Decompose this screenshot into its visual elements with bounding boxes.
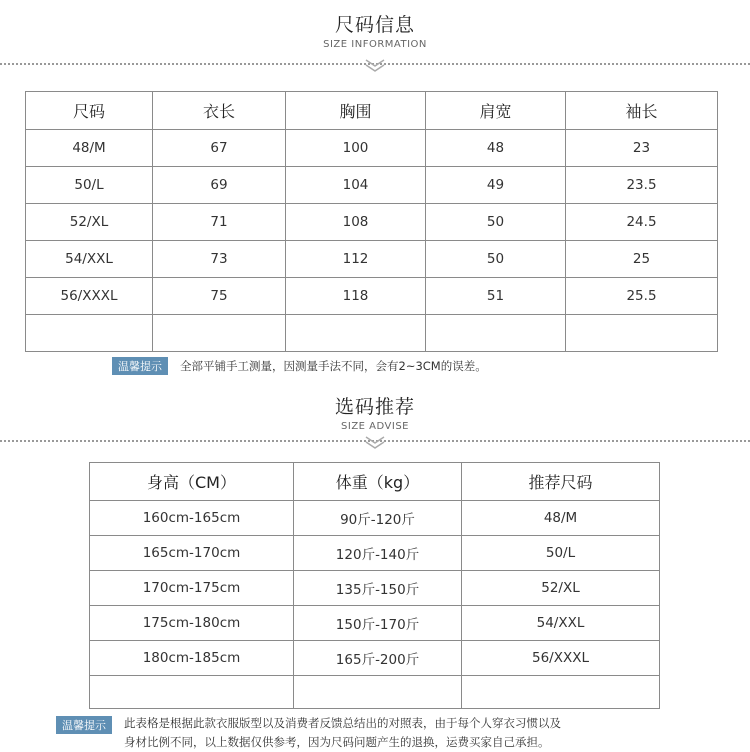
table-cell: 75 (153, 278, 286, 315)
table-row (90, 571, 660, 606)
table-cell: 71 (153, 204, 286, 241)
table-cell: 112 (286, 241, 426, 278)
table-row (26, 204, 718, 241)
column-header: 体重（kg） (294, 463, 462, 501)
table-row-empty (26, 315, 718, 352)
table-cell: 56/XXXL (26, 278, 153, 315)
table-cell (462, 676, 660, 709)
table-cell: 104 (286, 167, 426, 204)
table-cell: 23 (566, 130, 718, 167)
column-header: 袖长 (566, 92, 718, 130)
size-advise-tip (56, 714, 561, 752)
column-header: 肩宽 (426, 92, 566, 130)
table-cell: 150斤-170斤 (294, 606, 462, 641)
table-cell: 50/L (462, 536, 660, 571)
table-cell: 73 (153, 241, 286, 278)
column-header: 衣长 (153, 92, 286, 130)
table-row (90, 606, 660, 641)
table-cell: 23.5 (566, 167, 718, 204)
table-cell: 160cm-165cm (90, 501, 294, 536)
size-info-title: 尺码信息 (334, 14, 415, 36)
table-cell: 24.5 (566, 204, 718, 241)
size-info-table (25, 91, 718, 352)
table-cell: 67 (153, 130, 286, 167)
table-cell (26, 315, 153, 352)
table-header-row (90, 463, 660, 501)
table-row (26, 130, 718, 167)
table-header-row (26, 92, 718, 130)
table-cell: 69 (153, 167, 286, 204)
table-cell: 175cm-180cm (90, 606, 294, 641)
table-cell: 90斤-120斤 (294, 501, 462, 536)
size-info-tip (112, 357, 487, 375)
table-cell: 56/XXXL (462, 641, 660, 676)
table-cell: 135斤-150斤 (294, 571, 462, 606)
size-advise-table (89, 462, 660, 709)
table-cell (294, 676, 462, 709)
tip-text-line: 此表格是根据此款衣服版型以及消费者反馈总结出的对照表，由于每个人穿衣习惯以及 (124, 716, 561, 730)
table-row (26, 167, 718, 204)
size-advise-title: 选码推荐 (334, 396, 415, 418)
table-row-empty (90, 676, 660, 709)
table-cell: 118 (286, 278, 426, 315)
table-cell: 25 (566, 241, 718, 278)
column-header: 推荐尺码 (462, 463, 660, 501)
table-cell: 54/XXL (26, 241, 153, 278)
table-cell: 52/XL (462, 571, 660, 606)
table-cell: 180cm-185cm (90, 641, 294, 676)
table-cell: 49 (426, 167, 566, 204)
column-header: 胸围 (286, 92, 426, 130)
table-cell: 50 (426, 204, 566, 241)
table-cell: 48/M (462, 501, 660, 536)
table-row (90, 536, 660, 571)
size-info-subtitle: SIZE INFORMATION (323, 39, 427, 50)
table-cell (426, 315, 566, 352)
table-cell (286, 315, 426, 352)
table-row (26, 278, 718, 315)
table-cell: 50/L (26, 167, 153, 204)
column-header: 身高（CM） (90, 463, 294, 501)
table-cell: 170cm-175cm (90, 571, 294, 606)
tip-text (124, 714, 561, 752)
table-cell: 165斤-200斤 (294, 641, 462, 676)
size-advise-header (0, 392, 750, 432)
chevron-down-icon (363, 435, 387, 449)
table-cell: 51 (426, 278, 566, 315)
table-cell: 120斤-140斤 (294, 536, 462, 571)
table-cell (566, 315, 718, 352)
size-advise-subtitle: SIZE ADVISE (341, 421, 409, 432)
table-cell: 48/M (26, 130, 153, 167)
table-row (90, 501, 660, 536)
table-cell: 25.5 (566, 278, 718, 315)
table-cell: 50 (426, 241, 566, 278)
table-cell: 165cm-170cm (90, 536, 294, 571)
table-cell: 48 (426, 130, 566, 167)
table-cell (153, 315, 286, 352)
size-info-header (0, 10, 750, 50)
table-cell: 108 (286, 204, 426, 241)
tip-text: 全部平铺手工测量，因测量手法不同，会有2~3CM的误差。 (180, 359, 487, 373)
table-cell: 100 (286, 130, 426, 167)
tip-badge: 温馨提示 (112, 357, 168, 375)
chevron-down-icon (363, 58, 387, 72)
tip-badge: 温馨提示 (56, 716, 112, 734)
tip-text-line: 身材比例不同，以上数据仅供参考，因为尺码问题产生的退换，运费买家自己承担。 (124, 735, 550, 749)
table-row (90, 641, 660, 676)
table-cell: 54/XXL (462, 606, 660, 641)
column-header: 尺码 (26, 92, 153, 130)
table-cell (90, 676, 294, 709)
table-cell: 52/XL (26, 204, 153, 241)
table-row (26, 241, 718, 278)
